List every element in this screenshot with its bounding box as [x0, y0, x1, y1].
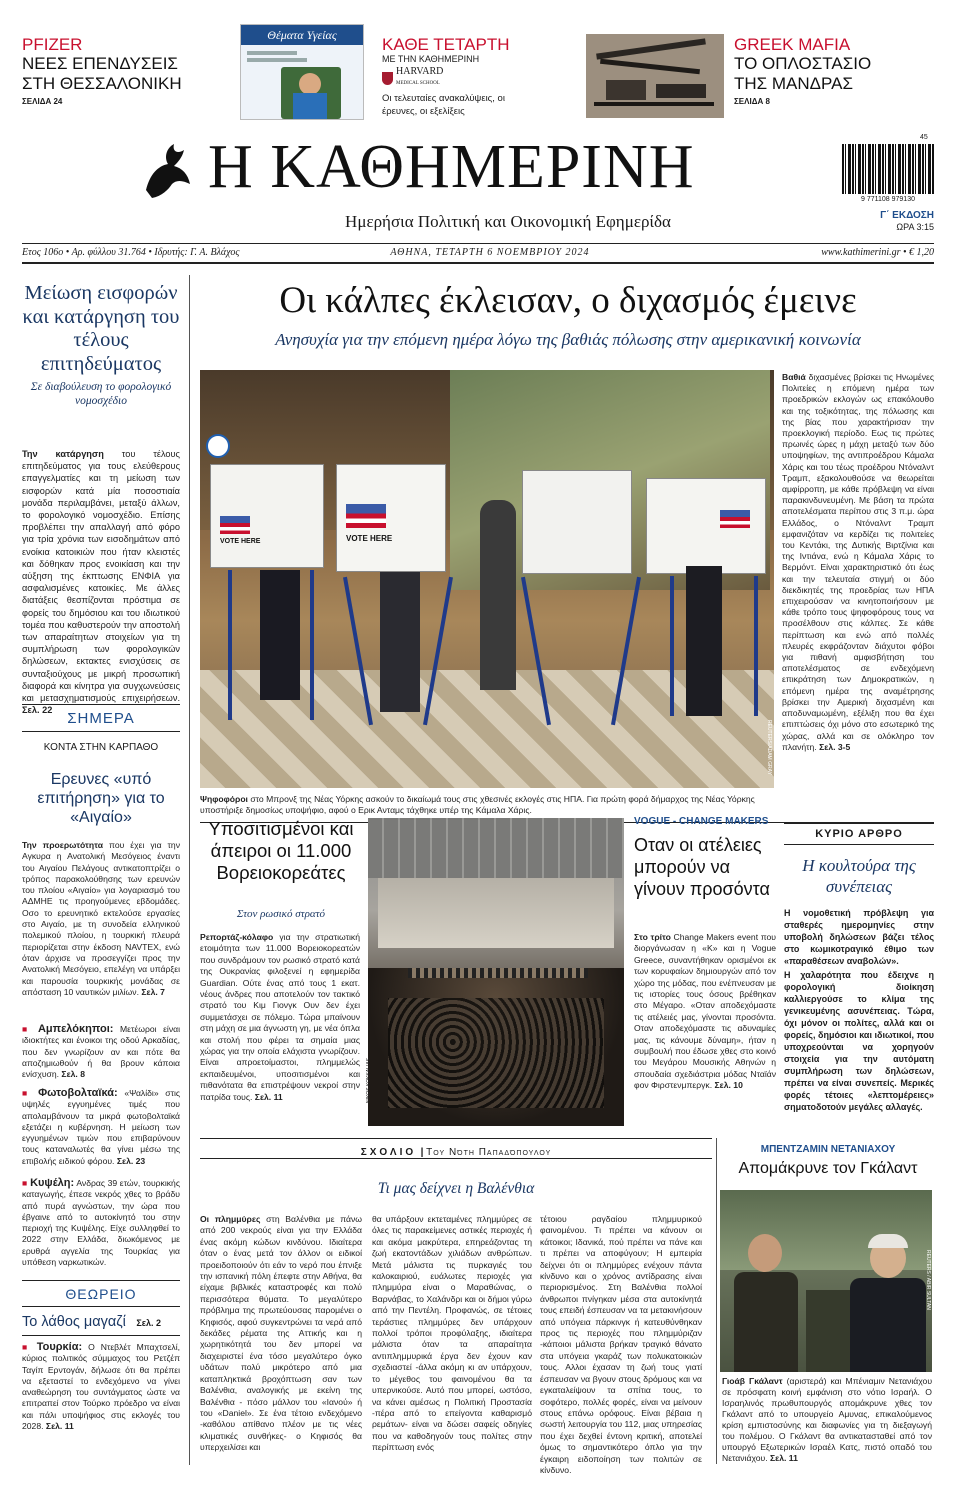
booth-sign: VOTE HERE — [220, 538, 261, 545]
item-text: Μετέωροι είναι ιδιοκτήτες και ένοικοι της οδού Αρκαδίας, που δεν γνωρίζουν αν και πότε θα αποζημιωθούν ή θα βρουν κάποια ενίσχυση. — [22, 1024, 181, 1080]
today-text: που έχει για την Αγκυρα η Ανατολική Μεσόγειος έναντι του Αιγαίου Πελάγους αντικατοπτρίζει ο τρόπος παρακολούθησης των ερευνών του πλοίου «Αιγαίο» για λογαριασμό του ΑΔΜΗΕ τις προηγούμενες εβδομάδες. Οσο το ερευνητικό εκτελούσε εργασίες στο Αιγαίο, με τη συνοδεία ελληνικού πολεμικού πλοίου, η τουρκική πλευρά περιορίζεται στην έκδοση NAVTEX, ενώ όταν άρχισε να προσεγγίζει προς την Ανατολική Μεσόγειο, επελέγη να υπάρξει και παρουσία τουρκικής μονάδας σε απόσταση 10 ναυτικών μιλίων. — [22, 840, 181, 997]
scholio-text-1: στη Βαλένθια με πάνω από 200 νεκρούς είναι για την Ελλάδα ένας ακόμη κώδων κινδύνου. Ιδιαίτερα όταν ο ένας μετά τον άλλον οι ειδικοί προειδοποιούν ότι εάν το νερό που έπνιξε την ισπανική πόλη έπεφτε στην Αθήνα, θα είχαμε βιβλικές καταστροφές και πολύ περισσότερα θύματα. Το μεγαλύτερο πρόβλημα της πρωτεύουσας παρομένει ο Κηφισός, αφού συγκεντρώνει τα νερά από δεκάδες ρέματα της Αττικής και η χωρητικότητά του δεν μπορεί να διαχειριστεί ένα τόσο μεγαλύτερο όγκο υδάτων πολύ μικρότερο από μια καταπληκτικά βροχόπτωση σαν των Βαλένθια, αναλογικής με εκείνη της Βαλένθια - πόσο μάλλον του «Ιανού» ή του «Daniel». Σε ένα τέτοιο ενδεχόμενο -καθόλου απίθανο πλέον με τις νέες κλιματικές συνθήκες- ο Κηφισός θα υπερχειλίσει και — [200, 1214, 362, 1453]
scholio-col3 — [540, 1214, 702, 1475]
logo-subtext: MEDICAL SCHOOL — [396, 81, 440, 86]
promo-mafia[interactable] — [734, 36, 934, 116]
item-kicker: Φωτοβολταϊκά: — [38, 1087, 118, 1099]
caption-text: (αριστερά) και Μπένιαμιν Νετανιάχου σε πρόσφατη κοινή εμφάνιση στο νότιο Ισραήλ. Ο Ισραηλινός πρωθυπουργός απομάκρυνε χθες τον Γκάλαντ από το υπουργείο Αμυνας, επικαλούμενος κρίση εμπιστοσύνης και διαφωνίες για τη διεξαγωγή του πολέμου. Ο Γκάλαντ θα αντικατασταθεί από τον υπουργό Εξωτερικών Ισραέλ Κατς, πιστό οπαδό του Νετανιάχου. — [722, 1376, 933, 1463]
main-headline[interactable]: Οι κάλπες έκλεισαν, ο διχασμός έμεινε — [279, 280, 857, 321]
promo-page: ΣΕΛΙΔΑ 24 — [22, 97, 63, 106]
barcode-number: 9 771108 979130 — [861, 196, 915, 203]
item-text: Ανδρας 39 ετών, τουρκικής καταγωγής, έπεσε νεκρός χθες το βράδυ από πυρά αγνώστων, την ώρα που έβγαινε από το αυτοκίνητό του στην περιοχή της Κυψέλης. Είχε συλληφθεί το 2022 στην Ελλάδα, διωκόμενος με ερυθρά αγγελία της Τουρκίας για υπόθεση ναρκωτικών. — [22, 1178, 180, 1268]
shield-icon — [382, 72, 393, 85]
left-lead-ref: Σελ. 22 — [22, 705, 53, 716]
dateline-center: ΑΘΗΝΑ, ΤΕΤΑΡΤΗ 6 ΝΟΕΜΒΡΙΟΥ 2024 — [390, 247, 590, 258]
today-item-2[interactable]: ■ Φωτοβολταϊκά: «Ψαλίδι» στις υψηλές εγγυημένες τιμές που απολαμβάνουν τα μικρά φωτοβολταϊκά εξετάζει η κυβέρνηση. Η μείωση των εγγυημένων τιμών που επιβαρύνουν τους καταναλωτές θα γίνει μέσω της επιβολής ειδικού φόρου. Σελ. 23 — [22, 1087, 181, 1166]
item-text: «Ψαλίδι» στις υψηλές εγγυημένες τιμές που απολαμβάνουν τα μικρά φωτοβολταϊκά εξετάζει η κυβέρνηση. Η μείωση των εγγυημένων τιμών που επιβαρύνουν τους καταναλωτές θα γίνει μέσω της επιβολής ειδικού φόρου. — [22, 1088, 181, 1166]
korea-body — [200, 932, 360, 1126]
theoreio-ref: Σελ. 2 — [136, 1318, 162, 1328]
logo-text: HARVARD — [396, 66, 444, 77]
left-lead-text: του τέλους επιτηδεύματος για τους ελεύθερους επαγγελματίες και τη μείωση των εισφορών κατά μία ποσοστιαία μονάδα περιλαμβάνει, μεταξύ άλλων, το φορολογικό νομοσχέδιο. Επίσης προβλέπει την απαλλαγή από φόρο για τρία χρόνια των εισοδημάτων από ενοίκια κατοικιών που ήταν κλειστές και δόθηκαν προς ενοικίαση και την αύξηση της έκπτωσης ΕΝΦΙΑ για ασφαλισμένες κατοικίες. Με άλλες διατάξεις θεσπίζονται πρόστιμα σε φορείς του δημόσιου και του ιδιωτικού τομέα που καθυστερούν την αποστολή των απαραίτητων στοιχείων για τη συμπλήρωση των φορολογικών δηλώσεων, εκτακτες ενισχύσεις σε συνταξιούχους με μικρή προσωπική διαφορά και κίνητρα για συγχωνεύσεις και μετασχηματισμούς επιχειρήσεων. — [22, 449, 180, 704]
promo-pfizer[interactable] — [22, 36, 212, 116]
scholio-label: ΣΧΟΛΙΟ — [360, 1147, 417, 1158]
scholio-title[interactable]: Τι μας δείχνει η Βαλένθια — [377, 1180, 535, 1197]
item-text: Ο Ντεβλέτ Μπαχτσελί, κύριος πολιτικός σύμμαχος του Ρετζέπ Ταγίπ Ερντογάν, δήλωσε ότι θα πρέπει να εξεταστεί το ενδεχόμενο να γίνει αναθεώρηση του συντάγματος ώστε να επιτραπεί στον Τούρκο πρόεδρο να είναι και πάλι υποψήφιος στις εκλογές του 2028. — [22, 1342, 181, 1432]
vogue-lead: Στο τρίτο — [634, 932, 671, 942]
promo-text: Οι τελευταίες ανακαλύψεις, οι έρευνες, οι εξελίξεις — [382, 93, 505, 117]
editorial-para1: Η νομοθετική πρόβλεψη για σταθερές ημερομηνίες στην υποβολή δηλώσεων βάζει τέλος στο κωμικοτραγικό έθιμο των «παραθέσεων αναβολών». — [784, 908, 934, 966]
netanyahu-photo[interactable] — [720, 1190, 932, 1372]
promo-health[interactable] — [382, 36, 552, 116]
main-lead: Βαθιά — [782, 372, 806, 382]
griffin-logo-icon — [138, 140, 198, 202]
scholio-text-2: θα υπάρξουν εκτεταμένες πλημμύρες σε όλες τις παρακείμενες αστικές περιοχές ή και ακόμα μακρύτερα, επηρεάζοντας τη ζωή εκατοντάδων χιλιάδων ανθρώπων. Μετά μάλιστα τις πυρκαγιές του καλοκαιριού, ευάλωτες περιοχές για πλημμύρα είναι ο Μαραθώνας, ο Βαρνάβας, το Χαλάνδρι και οι δήμοι γύρω από την Πεντέλη. Προφανώς, σε τέτοιες τεράστιες πλημμύρες δεν υπάρχουν πολλοί τρόποι προφύλαξης, ιδιαίτερα μάλιστα όταν τα απαραίτητα αντιπλημμυρικά έργα δεν έχουν καν σχεδιαστεί -άλλα ακόμη κι αν υπάρχουν, το μέγεθος του φαινομένου θα τα υπερνικούσε. Αυτό που μπορεί, ωστόσο, να κάνει αμέσως η Πολιτική Προστασία -πέρα από το επείγοντα καθαρισμό ρεμάτων- είναι να δώσει σαφείς οδηγίες που να καθοδηγούν τους πολίτες στην περίπτωση ενός — [372, 1214, 532, 1453]
main-text: διχασμένες βρίσκει τις Ηνωμένες Πολιτείες η επόμενη ημέρα των προεδρικών εκλογών ως επακόλουθο και της τοξικότητας, της πόλωσης και της βίας που χαρακτήρισαν την προεκλογική περίοδο. Εως τις πρώτες πρωινές ώρες η μάχη μεταξύ των δύο υποψηφίων, της αντιπροέδρου Κάμαλα Χάρις και του τέως προέδρου Ντόναλντ Τραμπ, εξακολουθούσε να θεωρείται αμφίρροπη, με κάθε πρόβλεψη να είναι παρακινδυνευμένη. Με βάση τα πρώτα αποτελέσματα περίπου στις 3 π.μ. ώρα Ελλάδος, ο Ντόναλντ Τραμπ εμφανιζόταν να κερδίζει τις πολιτείες του Κεντάκι, της Δυτικής Βιρτζίνια και της Ιντιάνα, ενώ η Κάμαλα Χάρις το Βερμόντ. Είναι χαρακτηριστικό ότι έως και την τελευταία στιγμή οι δύο διεκδικητές της προεδρίας των ΗΠΑ επιχειρούσαν να κινητοποιήσουν με κάθε τρόπο τους ψηφοφόρους τους να προσέλθουν στις κάλπες. Σε κάθε περίπτωση και ενώ από πολλές πλευρές εκφράζονταν διάχυτοι φόβοι για πιθανή αμφισβήτηση του αποτελέσματος σε ενδεχόμενη επικράτηση των Δημοκρατικών, η επόμενη ημέρα της αναμέτρησης βρίσκει την Αμερική διχασμένη και αποδυναμωμένη, εξέλιξη που θα έχει επιπτώσεις όχι μόνο στο εσωτερικό της χώρας, αλλά και σε ολόκληρο τον πλανήτη. — [782, 372, 934, 752]
item-kicker: Κυψέλη: — [30, 1177, 75, 1189]
main-subhead: Ανησυχία για την επόμενη ημέρα λόγω της βαθιάς πόλωσης στην αμερικανική κοινωνία — [275, 330, 861, 349]
dateline-left: Ετος 106ο • Αρ. φύλλου 31.764 • Ιδρυτής: Γ. Α. Βλάχος — [22, 247, 240, 258]
promo-kicker: GREEK MAFIA — [734, 35, 851, 54]
today-kicker: ΚΟΝΤΑ ΣΤΗΝ ΚΑΡΠΑΘΟ — [43, 742, 159, 753]
left-lead-story[interactable] — [22, 282, 180, 408]
barcode-issue: 45 — [920, 134, 928, 141]
booth-sign: VOTE HERE — [346, 534, 393, 543]
scholio-lead: Οι πλημμύρες — [200, 1214, 261, 1224]
photo-credit: REUTERS/ADAM GRAY — [766, 720, 772, 775]
promo-page: ΣΕΛΙΔΑ 8 — [734, 97, 770, 106]
scholio-author: Του Νότη Παπαδόπουλου — [426, 1147, 552, 1158]
edition-time: ΩΡΑ 3:15 — [896, 222, 934, 232]
korea-lead: Ρεπορτάζ-κόλαφο — [200, 932, 274, 942]
vogue-title[interactable]: Οταν οι ατέλειες μπορούν να γίνουν προσόντα — [634, 835, 770, 899]
scholio-col1 — [200, 1214, 362, 1464]
netanyahu-title[interactable]: Απομάκρυνε τον Γκάλαντ — [738, 1160, 918, 1177]
item-ref: Σελ. 11 — [45, 1421, 74, 1432]
masthead — [0, 128, 960, 238]
editorial-title: Η κουλτούρα της συνέπειας — [802, 856, 916, 896]
caption-text: στο Μπρονξ της Νέας Υόρκης ασκούν το δικαίωμά τους στις χθεσινές εκλογές στις ΗΠΑ. Για πρώτη φορά δήμαρχος της Νέας Υόρκης υποστήριξε δημοσίως υποψήφιο, αφού ο Ερικ Ανταμς τάχθηκε υπέρ της Κάμαλα Χάρις. — [200, 794, 755, 816]
item-ref: Σελ. 8 — [61, 1069, 85, 1080]
korea-subtitle: Στον ρωσικό στρατό — [236, 908, 326, 920]
netanyahu-kicker: ΜΠΕΝΤΖΑΜΙΝ ΝΕΤΑΝΙΑΧΟΥ — [760, 1144, 896, 1155]
scholio-header: ΣΧΟΛΙΟ | Του Νότη Παπαδόπουλου — [360, 1147, 552, 1158]
caption-lead: Γιοάβ Γκάλαντ — [722, 1376, 783, 1386]
photo-credit: REUTERS / ABIR SULTAN — [925, 1250, 931, 1310]
vogue-body — [634, 932, 776, 1126]
scholio-col2 — [372, 1214, 532, 1464]
main-body — [782, 372, 934, 818]
promo-kicker: PFIZER — [22, 35, 83, 54]
main-photo-voting-booths[interactable] — [200, 370, 774, 788]
netanyahu-caption — [722, 1376, 932, 1462]
today-label: ΣΗΜΕΡΑ — [67, 710, 135, 727]
today-ref: Σελ. 7 — [141, 986, 165, 997]
left-lead-lead: Την κατάργηση — [22, 449, 104, 459]
caption-ref: Σελ. 11 — [770, 1453, 798, 1463]
promo-strip — [0, 0, 960, 124]
korea-ref: Σελ. 11 — [254, 1091, 283, 1102]
promo-weapons-photo[interactable] — [586, 34, 724, 118]
masthead-title: Η ΚΑΘΗΜΕΡΙΝΗ — [208, 133, 695, 201]
today-item-1[interactable]: ■ Αμπελόκηποι: Μετέωροι είναι ιδιοκτήτες και ένοικοι της οδού Αρκαδίας, που δεν γνωρίζουν αν και πότε θα αποζημιωθούν ή θα βρουν κάποια ενίσχυση. Σελ. 8 — [22, 1023, 181, 1080]
editorial-box[interactable] — [784, 822, 934, 1122]
edition: Γ΄ ΕΚΔΟΣΗ — [880, 210, 934, 221]
today-item-3[interactable]: ■ Κυψέλη: Ανδρας 39 ετών, τουρκικής καταγωγής, έπεσε νεκρός χθες το βράδυ από πυρά αγνώστων, την ώρα που έβγαινε από το αυτοκίνητό του στην περιοχή της Κυψέλης. Είχε συλληφθεί το 2022 στην Ελλάδα, διωκόμενος με ερυθρά αγγελία της Τουρκίας για υπόθεση ναρκωτικών. — [22, 1177, 180, 1268]
theoreio-title-row[interactable] — [22, 1313, 180, 1331]
today-lead: Την προερωτότητα — [22, 840, 104, 850]
vogue-ref: Σελ. 10 — [714, 1080, 743, 1091]
vogue-kicker: VOGUE - CHANGE MAKERS — [634, 816, 769, 827]
photo-credit: NIKOS KOKKALIAS — [366, 1058, 372, 1104]
theoreio-label: ΘΕΩΡΕΙΟ — [65, 1286, 137, 1302]
korea-title[interactable]: Υποσιτισμένοι και άπειροι οι 11.000 Βορειοκορεάτες — [208, 818, 354, 883]
thumb-title: Θέματα Υγείας — [241, 25, 363, 45]
promo-kicker: ΚΑΘΕ ΤΕΤΑΡΤΗ — [382, 35, 510, 54]
promo-sub: ΜΕ ΤΗΝ ΚΑΘΗΜΕΡΙΝΗ — [382, 54, 480, 64]
left-lead-title: Μείωση εισφορών και κατάργηση του τέλους επιτηδεύματος — [22, 282, 180, 375]
item-ref: Σελ. 23 — [116, 1155, 146, 1166]
today-body — [22, 840, 180, 1010]
item-kicker: Τουρκία: — [36, 1341, 83, 1353]
vogue-text: Change Makers event που διοργάνωσαν η «Κ» και η Vogue Greece, συναντήθηκαν ορισμένοι εκ των κορυφαίων δημιουργών από τον χώρο της μόδας, που ενέπνευσαν με τις ιστορίες τους όσους βρέθηκαν στο Μέγαρο. «Οταν αποδεχόμαστε τις ατέλειές μας, γίνονται προσόντα. Οταν αποδεχόμαστε τις αδυναμίες μας, τις κάνουμε δύναμη», ήταν η συμβουλή που έδωσε χθες στο κοινό του Μεγάρου Μουσικής Αθηνών η σπουδαία σχεδιάστρια μόδας Νταϊάν φον Φιρστενμπεργκ. — [634, 932, 776, 1091]
theoreio-title: Το λάθος μαγαζί — [22, 1314, 126, 1330]
promo-title: ΤΟ ΟΠΛΟΣΤΑΣΙΟ ΤΗΣ ΜΑΝΔΡΑΣ — [734, 54, 872, 93]
caption-lead: Ψηφοφόροι — [200, 794, 248, 804]
promo-health-thumb[interactable] — [240, 24, 364, 120]
promo-title: ΝΕΕΣ ΕΠΕΝΔΥΣΕΙΣ ΣΤΗ ΘΕΣΣΑΛΟΝΙΚΗ — [22, 54, 182, 93]
harvard-logo — [382, 67, 552, 89]
main-ref: Σελ. 3-5 — [819, 741, 851, 752]
masthead-subtitle: Ημερήσια Πολιτική και Οικονομική Εφημερίδα — [345, 212, 671, 231]
theoreio-item[interactable]: ■ Τουρκία: Ο Ντεβλέτ Μπαχτσελί, κύριος πολιτικός σύμμαχος του Ρετζέπ Ταγίπ Ερντογάν, δήλωσε ότι θα πρέπει να εξεταστεί το ενδεχόμενο να γίνει αναθεώρηση του συντάγματος ώστε να επιτραπεί στον Τούρκο πρόεδρο να είναι και πάλι υποψήφιος στις εκλογές του 2028. Σελ. 11 — [22, 1341, 181, 1432]
scholio-text-3: τέτοιου ραγδαίου πλημμυρικού φαινομένου. Τι πρέπει να κάνουν οι κάτοικοι; Ιδανικά, πού πρέπει να πάνε και τι πρέπει να αποφύγουν; Η εμπειρία δείχνει ότι οι πλημμύρες ενέχουν πάντα κίνδυνο και ο χρόνος αντίδρασης είναι περιορισμένος. Στη Βαλένθια πολλοί άνθρωποι πνίγηκαν μέσα στα αυτοκίνητά τους επειδή έσπευσαν να τα μετακινήσουν από υπόγεια πάρκινγκ ή κατευθύνθηκαν προς τις περιοχές που πλημμύριζαν -κάποιοι μάλιστα βρήκαν τραγικό θάνατο στα υπόγεια γκαράζ των πολυκατοικιών τους. Αλλοι έχασαν τη ζωή τους γιατί έσπευσαν να βγουν στους δρόμους και να εγκαταλείψουν τα σπίτια τους, το σοφότερο, πολλές φορές, είναι να μείνουν στους επάνω ορόφους. Είναι βέβαια η σωστή λειτουργία του 112, μιας υπηρεσίας που έχει δεχθεί έντονη κριτική, αποτελεί όμως το σημαντικότερο όπλο για την έγκαιρη ειδοποίηση των πολιτών σε κίνδυνο. — [540, 1214, 702, 1475]
editorial-label: ΚΥΡΙΟ ΑΡΘΡΟ — [784, 822, 934, 845]
left-lead-body — [22, 448, 180, 716]
barcode — [842, 144, 934, 194]
today-title[interactable]: Ερευνες «υπό επιτήρηση» για το «Αιγαίο» — [37, 771, 165, 826]
dateline-right[interactable]: www.kathimerini.gr • € 1,20 — [821, 247, 934, 258]
item-kicker: Αμπελόκηποι: — [37, 1023, 114, 1035]
left-lead-subtitle: Σε διαβούλευση το φορολογικό νομοσχέδιο — [30, 381, 172, 407]
korea-text: για την στρατιωτική ετοιμότητα των 11.000 Βορειοκορεατών που συνδράμουν τον ρωσικό στρατό κατά της Ουκρανίας φιλοξενεί η εφημερίδα Guardian. Ούτε ένας από τους 1 εκατ. νέους άνδρες που αποτελούν τον τακτικό στρατό του Κιμ Γιονγκ Ουν δεν έχει συμμετάσχει σε πόλεμο. Τώρα μπαίνουν στη μάχη σε μια άγνωστη γη, με νέα όπλα και στολή που φέρει τα σημαία μιας χώρας για την οποία ελάχιστα γνωρίζουν. Είναι απροετοίμαστοι, πλημμελώς εκπαιδευμένοι, υποσιτισμένοι και πιθανότατα θα επιστρέψουν νεκροί στην πατρίδα τους. — [200, 932, 360, 1102]
vogue-event-photo[interactable] — [368, 818, 624, 1126]
editorial-para2: Η χαλαρότητα που έδειχνε η φορολογική διοίκηση καλλιεργούσε το κλίμα της γενικευμένης ασυνέπειας. Τώρα, όχι μόνον οι πολίτες, αλλά και οι φορείς, δημόσιοι και ιδιωτικοί, που υποχρεούνται να χορηγούν στοιχεία για την αυτόματη συμπλήρωση των δηλώσεων, πρέπει να είναι συνεπείς. Μερικές φορές τέτοιες «λεπτομέρειες» σηματοδοτούν μεγάλες αλλαγές. — [784, 970, 934, 1112]
